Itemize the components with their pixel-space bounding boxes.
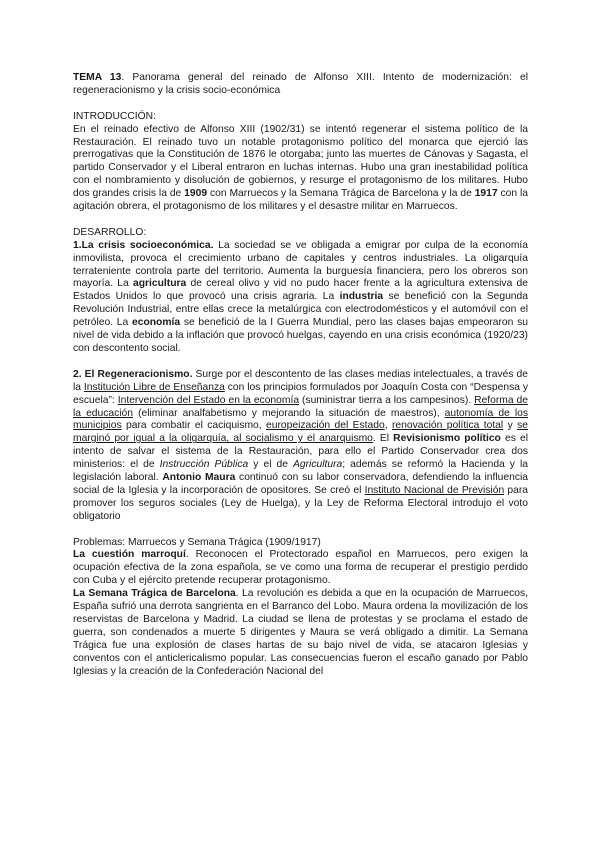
- s1-text-b: de cereal olivo y vid no pudo hacer frente a la agricultura extensiva de Estados Unidos lo que provocó una crisis agraria. La: [73, 278, 529, 303]
- s2-term-intervencion: Intervención del Estado en la economía: [117, 394, 300, 406]
- s2-text-l: continuó con su labor conservadora, defendiendo la influencia social de la Iglesia y la incorporación de opositores. Se creó el: [73, 472, 529, 496]
- intro-heading: INTRODUCCIÓN:: [73, 110, 156, 122]
- s2-text-m: para promover los seguros sociales (Ley de Huelga), y la Ley de Reforma Electoral introdujo el voto obligatorio: [73, 484, 528, 522]
- problema-2-text: . La revolución es debida a que en la ocupación de Marruecos, España sufrió una derrota sangrienta en el Barranco del Lobo. Maura ordena la movilización de los reservistas de Barcelona y Madrid. La ciudad se llena de protestas y se proclama el estado de guerra, son condenados a muerte 5 dirigentes y Maura se verá obligado a dimitir. La Semana Trágica fue una explosión de clases hartas de su bajo nivel de vida, se atacaron Iglesias y conventos con el anticlericalismo popular. Las consecuencias fueron el escaño ganado por Pablo Iglesias y la creación de la Confederación Nacional del: [73, 588, 528, 677]
- s2-term-autonomia: autonomía de los municipios: [73, 407, 528, 432]
- s1-term-agricultura: agricultura: [133, 278, 187, 290]
- s2-text-f: ,: [384, 420, 392, 432]
- s2-text-h: . El: [372, 433, 394, 445]
- s2-term-revisionismo: Revisionismo político: [393, 433, 501, 445]
- intro-text-c: con la agitación obrera, el protagonismo de los militares y el desastre militar en Marruecos.: [73, 188, 528, 213]
- intro-text-b: con Marruecos y la Semana Trágica de Barcelona y la de: [207, 188, 475, 200]
- title-label: TEMA 13: [73, 72, 122, 83]
- s2-text-a: Surge por el descontento de las clases medias intelectuales, a través de la: [73, 368, 528, 393]
- intro-paragraph: [73, 124, 528, 214]
- s2-text-c: (suministrar tierra a los campesinos).: [299, 394, 475, 406]
- s2-term-renovacion: renovación política total: [391, 420, 504, 432]
- problema-2-title: La Semana Trágica de Barcelona: [73, 588, 236, 600]
- document-title: [73, 72, 528, 98]
- s2-text-i: es el intento de salvar el sistema de la Restauración, para ello el Partido Conservador crea dos ministerios: el de: [73, 433, 528, 471]
- s2-term-reforma: Reforma de la educación: [73, 394, 528, 419]
- problema-1-text: . Reconocen el Protectorado español en Marruecos, pero exigen la ocupación efectiva de la zona española, se ve como una forma de recuperar el prestigio perdido con Cuba y el ejército pretende recuperar protagonismo.: [73, 549, 528, 587]
- section-2-title: 2. El Regeneracionismo.: [73, 368, 193, 380]
- problema-2-paragraph: [73, 588, 528, 678]
- s1-term-industria: industria: [339, 291, 384, 303]
- s1-text-d: se benefició de la I Guerra Mundial, pero las clases bajas empeoraron su nivel de vida debido a la inflación que provocó huelgas, cayendo en una crisis económica (1920/23) con descontento social.: [73, 317, 528, 354]
- section-1-paragraph: [73, 240, 528, 356]
- s2-term-maura: Antonio Maura: [162, 472, 236, 484]
- s1-term-economia: economía: [132, 317, 181, 329]
- desarrollo-heading: DESARROLLO:: [73, 226, 147, 238]
- document-page: [73, 72, 528, 679]
- title-text: . Panorama general del reinado de Alfonso XIII. Intento de modernización: el regeneracionismo y la crisis socio-económica: [73, 72, 528, 96]
- s2-term-instruccion: Instrucción Pública: [159, 459, 249, 471]
- problema-1-paragraph: [73, 549, 528, 588]
- s2-text-b: con los principios formulados por Joaquín Costa con “Despensa y escuela”:: [73, 381, 528, 406]
- s2-term-agricultura: Agricultura: [293, 459, 343, 471]
- section-2-paragraph: [73, 369, 528, 524]
- s2-text-j: y el de: [248, 459, 294, 471]
- intro-year-1909: 1909: [184, 188, 208, 200]
- s1-text-a: La sociedad se ve obligada a emigrar por culpa de la economía inmovilista, provoca el crecimiento urbano de capitales y centros industriales. La oligarquía terrateniente controla parte del territorio. Aumenta la burguesía financiera, pero los obreros son mayoría. La: [73, 239, 528, 290]
- s2-term-europeizacion: europeización del Estado: [266, 420, 385, 432]
- intro-text-a: En el reinado efectivo de Alfonso XIII (1902/31) se intentó regenerar el sistema político de la Restauración. El reinado tuvo un notable protagonismo político del monarca que ejerció las prerrogativas que la Constitución de 1876 le otorgaba; junto las muertes de Cánovas y Sagasta, el partido Conservador y el Liberal entraron en luchas internas. Hubo una gran inestabilidad política con el nombramiento y disolución de gobiernos, y resurge el protagonismo de los militares. Hubo dos grandes crisis la de: [73, 123, 528, 200]
- s2-term-inp: Instituto Nacional de Previsión: [364, 484, 505, 496]
- problemas-heading: Problemas: Marruecos y Semana Trágica (1909/1917): [73, 536, 321, 548]
- s1-text-c: se benefició con la Segunda Revolución Industrial, entre ellas crece la metalúrgica con electrodomésticos y el automóvil con el petróleo. La: [73, 291, 528, 329]
- s2-text-g: y: [503, 420, 518, 432]
- s2-text-k: ; además se reformó la Hacienda y la legislación laboral.: [73, 459, 528, 484]
- s2-term-ile: Institución Libre de Enseñanza: [83, 381, 225, 393]
- s2-text-d: (eliminar analfabetismo y mejorando la situación de maestros),: [133, 407, 445, 419]
- problema-1-title: La cuestión marroquí: [73, 549, 186, 561]
- s2-term-marginacion: se marginó por igual a la oligarquía, al socialismo y el anarquismo: [73, 420, 529, 445]
- section-1-title: 1.La crisis socioeconómica.: [73, 239, 214, 251]
- intro-year-1917: 1917: [474, 188, 498, 200]
- s2-text-e: para combatir el caciquismo,: [121, 420, 267, 432]
